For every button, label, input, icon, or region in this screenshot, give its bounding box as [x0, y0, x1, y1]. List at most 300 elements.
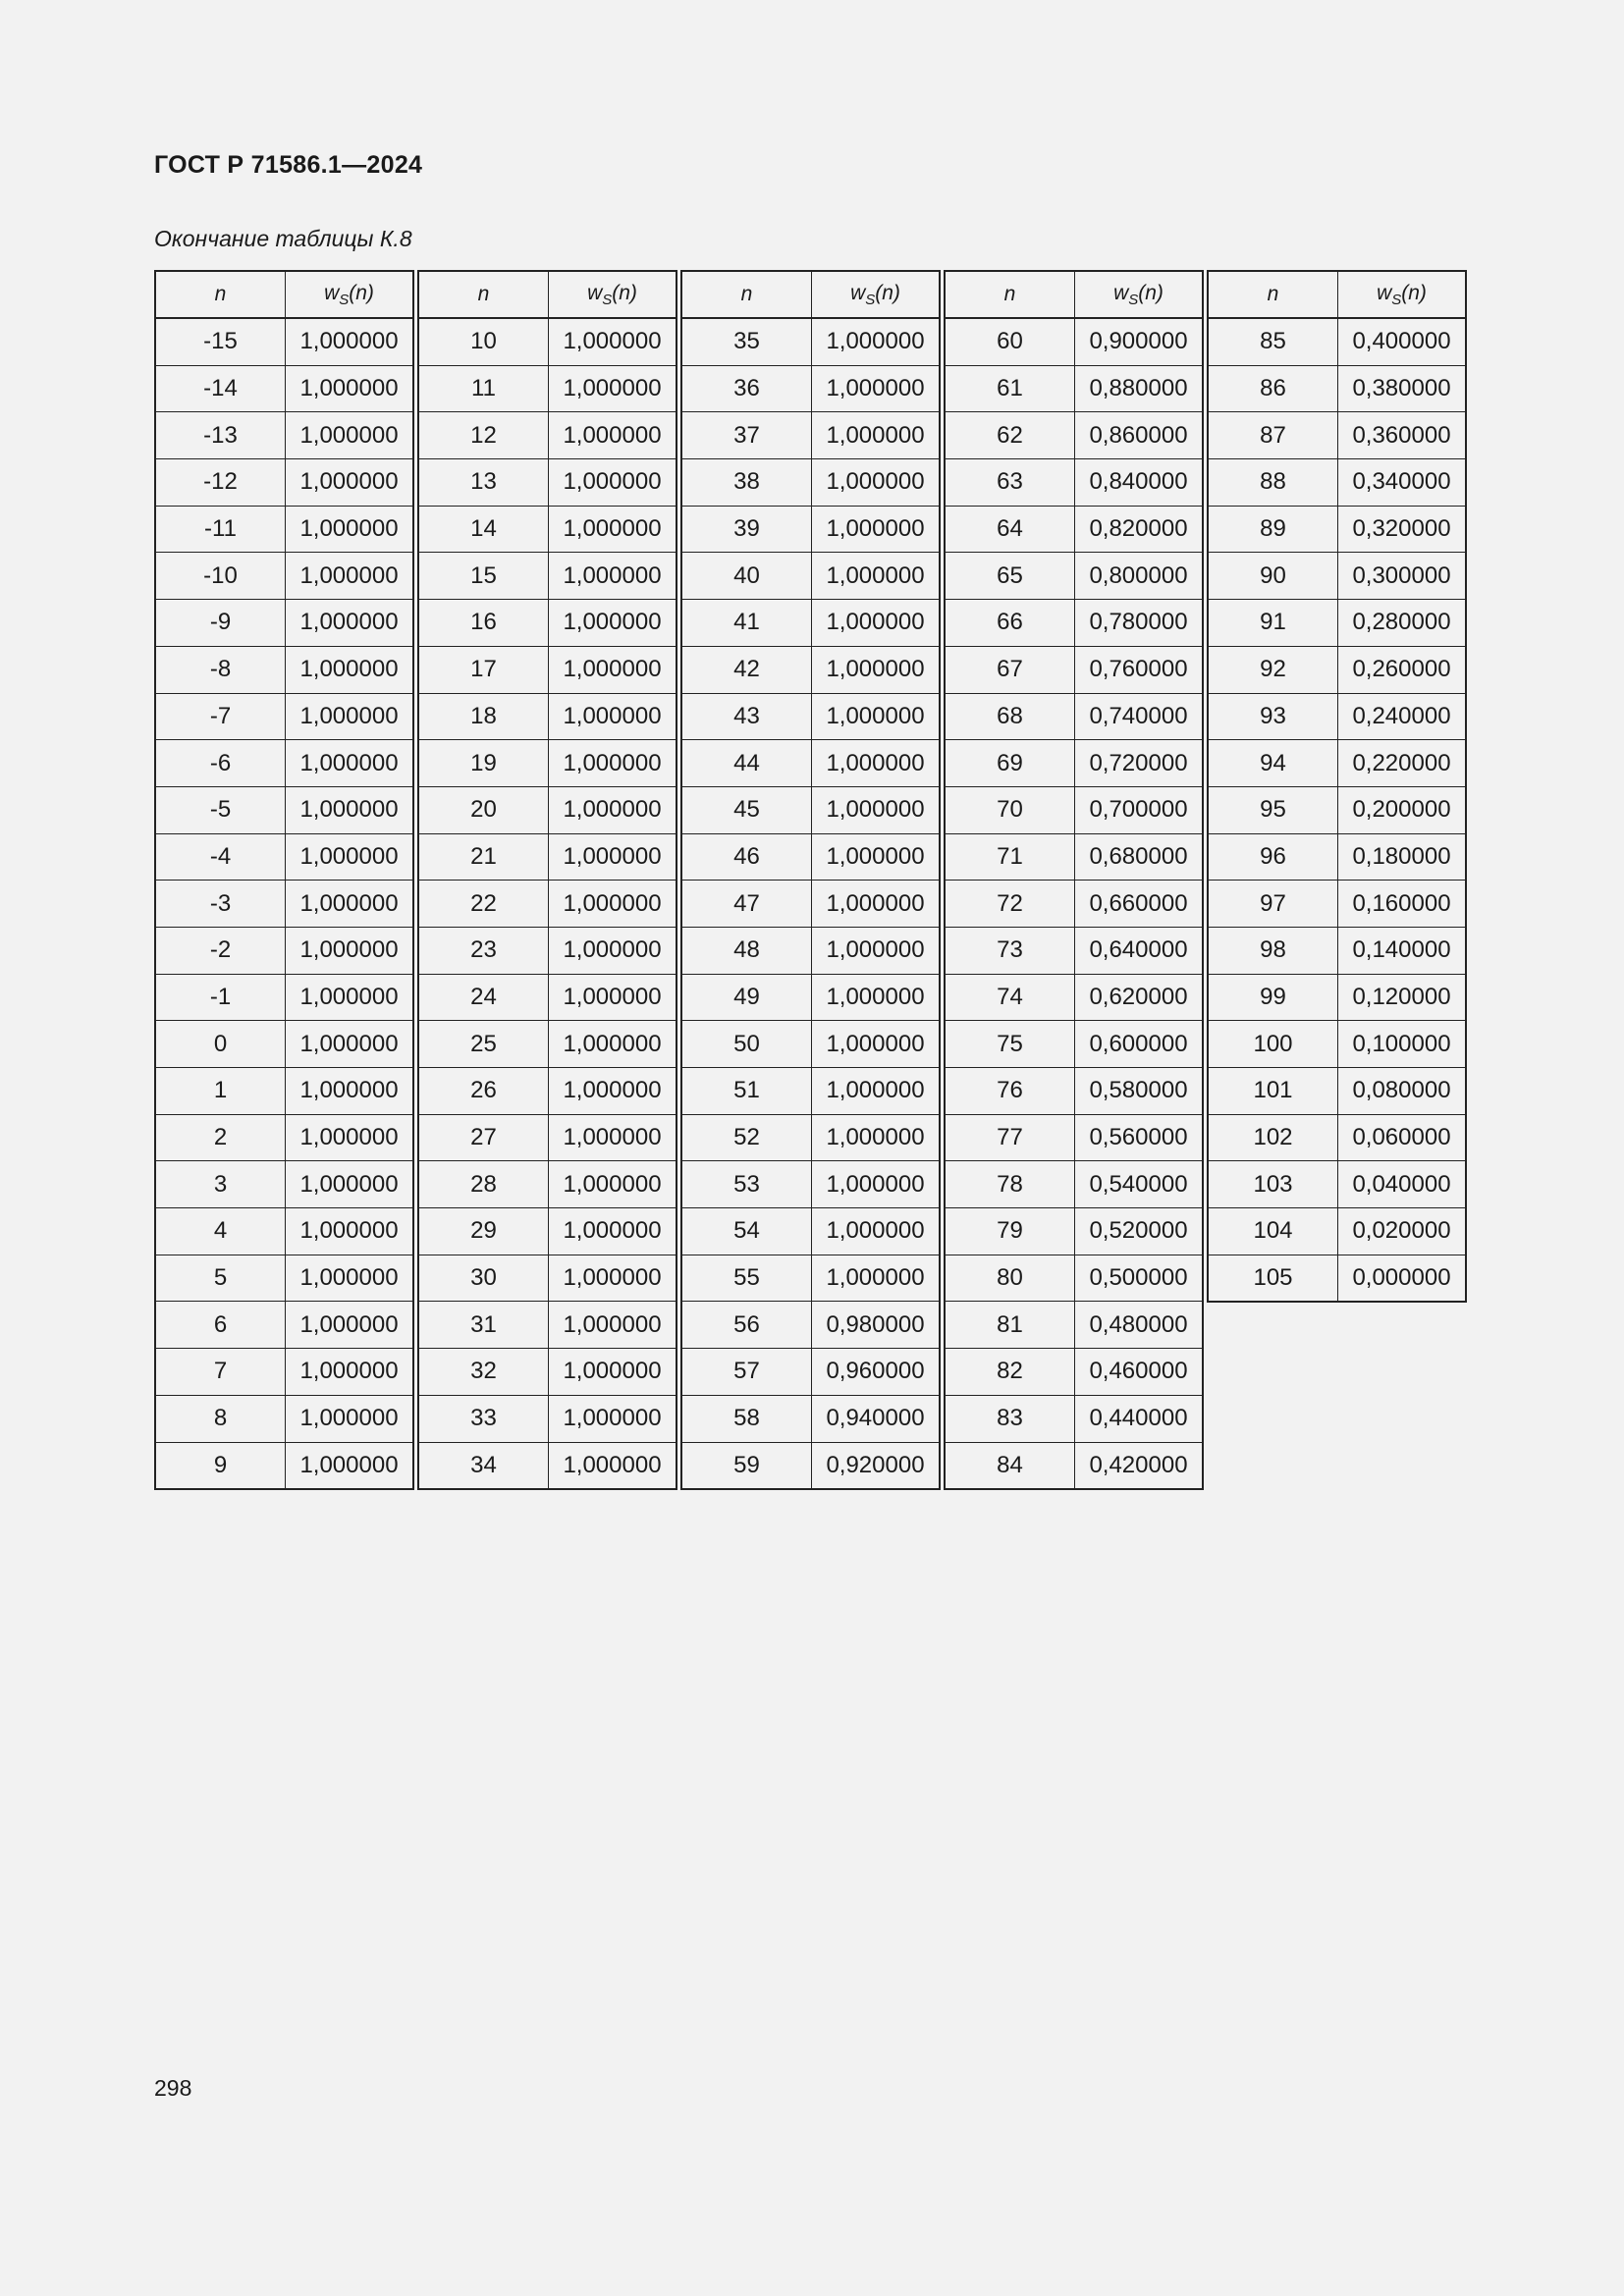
- cell-ws: 1,000000: [549, 318, 677, 365]
- cell-n: 44: [682, 740, 812, 787]
- cell-ws: 1,000000: [549, 646, 677, 693]
- cell-ws: 0,920000: [812, 1442, 940, 1488]
- cell-ws: 1,000000: [549, 412, 677, 459]
- cell-ws: 0,860000: [1075, 412, 1203, 459]
- page-number: 298: [154, 2075, 192, 2101]
- table-column-group: [680, 270, 941, 1490]
- table-row: [156, 927, 412, 974]
- cell-ws: 0,940000: [812, 1395, 940, 1442]
- cell-ws: 1,000000: [549, 1302, 677, 1349]
- document-title: ГОСТ Р 71586.1—2024: [154, 151, 423, 179]
- cell-n: 10: [419, 318, 549, 365]
- table-row: [419, 1114, 676, 1161]
- table-row: [1209, 506, 1465, 553]
- cell-ws: 0,160000: [1338, 881, 1466, 928]
- table-row: [946, 1442, 1202, 1488]
- cell-n: 19: [419, 740, 549, 787]
- table-row: [1209, 1255, 1465, 1301]
- cell-ws: 1,000000: [812, 1208, 940, 1255]
- table-row: [682, 1395, 939, 1442]
- cell-ws: 0,380000: [1338, 365, 1466, 412]
- cell-ws: 1,000000: [549, 1395, 677, 1442]
- cell-n: 76: [946, 1068, 1075, 1115]
- column-header-ws-argument: (n): [612, 281, 637, 304]
- table-row: [946, 927, 1202, 974]
- table-row: [156, 318, 412, 365]
- cell-ws: 0,080000: [1338, 1068, 1466, 1115]
- cell-ws: 1,000000: [549, 365, 677, 412]
- cell-n: 38: [682, 459, 812, 507]
- cell-ws: 1,000000: [549, 693, 677, 740]
- cell-ws: 1,000000: [286, 1068, 413, 1115]
- table-row: [156, 646, 412, 693]
- cell-ws: 1,000000: [286, 600, 413, 647]
- cell-ws: 1,000000: [549, 553, 677, 600]
- column-header-ws-subscript: S: [1128, 291, 1139, 308]
- column-header-ws-symbol: w: [587, 281, 603, 304]
- cell-ws: 1,000000: [549, 881, 677, 928]
- table-column-group: [417, 270, 677, 1490]
- cell-n: 33: [419, 1395, 549, 1442]
- table-header-row: [419, 272, 676, 318]
- table-row: [1209, 740, 1465, 787]
- cell-n: -10: [156, 553, 286, 600]
- cell-n: 80: [946, 1255, 1075, 1302]
- table-row: [682, 693, 939, 740]
- cell-ws: 0,120000: [1338, 974, 1466, 1021]
- table-row: [156, 1349, 412, 1396]
- table-row: [946, 459, 1202, 507]
- cell-n: 54: [682, 1208, 812, 1255]
- column-header-ws-argument: (n): [875, 281, 900, 304]
- table-row: [1209, 646, 1465, 693]
- cell-n: 56: [682, 1302, 812, 1349]
- table-row: [1209, 1068, 1465, 1115]
- cell-ws: 0,220000: [1338, 740, 1466, 787]
- cell-n: -4: [156, 833, 286, 881]
- table-row: [946, 693, 1202, 740]
- table-header-row: [1209, 272, 1465, 318]
- cell-ws: 0,880000: [1075, 365, 1203, 412]
- cell-n: 23: [419, 927, 549, 974]
- cell-n: 105: [1209, 1255, 1338, 1301]
- column-header-ws-argument: (n): [1401, 281, 1427, 304]
- cell-ws: 0,640000: [1075, 927, 1203, 974]
- cell-n: 47: [682, 881, 812, 928]
- table-row: [1209, 881, 1465, 928]
- cell-n: 99: [1209, 974, 1338, 1021]
- table-row: [156, 740, 412, 787]
- cell-n: 89: [1209, 506, 1338, 553]
- table-row: [419, 740, 676, 787]
- cell-n: 78: [946, 1161, 1075, 1208]
- cell-n: 87: [1209, 412, 1338, 459]
- cell-ws: 1,000000: [549, 506, 677, 553]
- column-header-ws: [286, 272, 413, 318]
- cell-n: 91: [1209, 600, 1338, 647]
- cell-n: 13: [419, 459, 549, 507]
- table-row: [1209, 600, 1465, 647]
- cell-ws: 1,000000: [286, 740, 413, 787]
- cell-n: 74: [946, 974, 1075, 1021]
- table-row: [946, 786, 1202, 833]
- table-row: [419, 833, 676, 881]
- cell-n: 31: [419, 1302, 549, 1349]
- cell-n: 37: [682, 412, 812, 459]
- cell-ws: 1,000000: [549, 1255, 677, 1302]
- cell-n: 82: [946, 1349, 1075, 1396]
- cell-ws: 1,000000: [286, 1395, 413, 1442]
- cell-n: 1: [156, 1068, 286, 1115]
- cell-ws: 1,000000: [286, 786, 413, 833]
- cell-ws: 0,480000: [1075, 1302, 1203, 1349]
- cell-ws: 1,000000: [286, 1208, 413, 1255]
- cell-ws: 1,000000: [286, 1021, 413, 1068]
- table-row: [419, 786, 676, 833]
- cell-n: 48: [682, 927, 812, 974]
- cell-n: 39: [682, 506, 812, 553]
- cell-n: 42: [682, 646, 812, 693]
- table-row: [946, 1208, 1202, 1255]
- table-row: [1209, 974, 1465, 1021]
- column-header-ws-symbol: w: [324, 281, 340, 304]
- table-row: [682, 1442, 939, 1488]
- column-header-ws-argument: (n): [1138, 281, 1164, 304]
- cell-ws: 0,240000: [1338, 693, 1466, 740]
- cell-n: 55: [682, 1255, 812, 1302]
- cell-ws: 1,000000: [812, 881, 940, 928]
- table-row: [419, 974, 676, 1021]
- cell-n: 36: [682, 365, 812, 412]
- table-row: [682, 459, 939, 507]
- cell-n: 28: [419, 1161, 549, 1208]
- cell-ws: 0,340000: [1338, 459, 1466, 507]
- table-row: [682, 506, 939, 553]
- table-row: [156, 553, 412, 600]
- table-row: [419, 553, 676, 600]
- cell-ws: 0,200000: [1338, 786, 1466, 833]
- column-header-ws: [812, 272, 940, 318]
- cell-ws: 0,260000: [1338, 646, 1466, 693]
- table-caption: Окончание таблицы К.8: [154, 226, 412, 251]
- table-header-row: [156, 272, 412, 318]
- cell-ws: 1,000000: [812, 1255, 940, 1302]
- column-header-n: n: [682, 272, 812, 318]
- cell-ws: 1,000000: [549, 740, 677, 787]
- table-row: [1209, 786, 1465, 833]
- table-row: [419, 506, 676, 553]
- cell-ws: 1,000000: [812, 927, 940, 974]
- cell-n: 32: [419, 1349, 549, 1396]
- cell-n: 94: [1209, 740, 1338, 787]
- table-row: [946, 1068, 1202, 1115]
- table-row: [946, 646, 1202, 693]
- cell-ws: 0,600000: [1075, 1021, 1203, 1068]
- cell-ws: 0,280000: [1338, 600, 1466, 647]
- cell-n: 88: [1209, 459, 1338, 507]
- cell-n: 72: [946, 881, 1075, 928]
- cell-ws: 0,900000: [1075, 318, 1203, 365]
- cell-ws: 1,000000: [286, 1255, 413, 1302]
- cell-n: -11: [156, 506, 286, 553]
- cell-n: -2: [156, 927, 286, 974]
- table-row: [419, 365, 676, 412]
- table-row: [419, 1255, 676, 1302]
- cell-n: 35: [682, 318, 812, 365]
- table-row: [946, 1349, 1202, 1396]
- cell-n: 49: [682, 974, 812, 1021]
- table-row: [946, 1114, 1202, 1161]
- data-table: [154, 270, 1467, 1490]
- cell-ws: 0,420000: [1075, 1442, 1203, 1488]
- table-row: [419, 1349, 676, 1396]
- table-row: [419, 1442, 676, 1488]
- cell-n: -9: [156, 600, 286, 647]
- table-row: [419, 318, 676, 365]
- cell-n: 6: [156, 1302, 286, 1349]
- table-row: [419, 927, 676, 974]
- cell-n: 93: [1209, 693, 1338, 740]
- cell-n: 9: [156, 1442, 286, 1488]
- cell-n: 53: [682, 1161, 812, 1208]
- table-row: [156, 693, 412, 740]
- cell-ws: 1,000000: [286, 927, 413, 974]
- table-row: [419, 1208, 676, 1255]
- cell-ws: 1,000000: [549, 1161, 677, 1208]
- table-row: [419, 881, 676, 928]
- cell-ws: 0,540000: [1075, 1161, 1203, 1208]
- table-row: [156, 1161, 412, 1208]
- table-row: [946, 553, 1202, 600]
- cell-ws: 0,800000: [1075, 553, 1203, 600]
- table-row: [946, 318, 1202, 365]
- table-column-group: [944, 270, 1204, 1490]
- cell-n: 18: [419, 693, 549, 740]
- cell-n: 12: [419, 412, 549, 459]
- cell-n: -13: [156, 412, 286, 459]
- table-row: [682, 786, 939, 833]
- cell-ws: 1,000000: [286, 1302, 413, 1349]
- cell-ws: 1,000000: [549, 1068, 677, 1115]
- cell-ws: 1,000000: [812, 740, 940, 787]
- cell-n: 58: [682, 1395, 812, 1442]
- cell-ws: 0,980000: [812, 1302, 940, 1349]
- cell-n: 26: [419, 1068, 549, 1115]
- table-row: [946, 1021, 1202, 1068]
- table-row: [682, 600, 939, 647]
- cell-ws: 0,960000: [812, 1349, 940, 1396]
- table-row: [419, 600, 676, 647]
- table-row: [419, 1021, 676, 1068]
- cell-n: 96: [1209, 833, 1338, 881]
- column-header-ws-symbol: w: [1113, 281, 1129, 304]
- table-row: [156, 1021, 412, 1068]
- cell-ws: 1,000000: [812, 786, 940, 833]
- table-row: [1209, 412, 1465, 459]
- cell-n: 101: [1209, 1068, 1338, 1115]
- cell-n: 85: [1209, 318, 1338, 365]
- cell-ws: 1,000000: [549, 1208, 677, 1255]
- column-header-ws-subscript: S: [602, 291, 613, 308]
- cell-ws: 0,020000: [1338, 1208, 1466, 1255]
- table-row: [156, 1255, 412, 1302]
- table-row: [682, 1161, 939, 1208]
- table-row: [419, 459, 676, 507]
- cell-n: 57: [682, 1349, 812, 1396]
- table-row: [946, 833, 1202, 881]
- cell-ws: 1,000000: [812, 1161, 940, 1208]
- table-row: [946, 600, 1202, 647]
- cell-ws: 1,000000: [286, 365, 413, 412]
- table-header-row: [946, 272, 1202, 318]
- column-header-ws-subscript: S: [339, 291, 350, 308]
- table-row: [156, 600, 412, 647]
- cell-n: 100: [1209, 1021, 1338, 1068]
- table-row: [1209, 365, 1465, 412]
- cell-n: 0: [156, 1021, 286, 1068]
- cell-n: 77: [946, 1114, 1075, 1161]
- column-header-ws: [1075, 272, 1203, 318]
- cell-n: 5: [156, 1255, 286, 1302]
- table-row: [419, 1068, 676, 1115]
- table-row: [946, 365, 1202, 412]
- cell-n: 16: [419, 600, 549, 647]
- cell-ws: 1,000000: [286, 553, 413, 600]
- cell-ws: 1,000000: [286, 412, 413, 459]
- cell-n: 79: [946, 1208, 1075, 1255]
- cell-ws: 1,000000: [549, 1349, 677, 1396]
- cell-n: 45: [682, 786, 812, 833]
- cell-n: 17: [419, 646, 549, 693]
- cell-ws: 1,000000: [549, 833, 677, 881]
- table-row: [946, 881, 1202, 928]
- cell-ws: 1,000000: [549, 1021, 677, 1068]
- cell-ws: 0,000000: [1338, 1255, 1466, 1301]
- table-row: [156, 1395, 412, 1442]
- cell-n: 102: [1209, 1114, 1338, 1161]
- cell-ws: 0,660000: [1075, 881, 1203, 928]
- cell-n: 15: [419, 553, 549, 600]
- table-row: [682, 974, 939, 1021]
- table-row: [1209, 1161, 1465, 1208]
- cell-n: 86: [1209, 365, 1338, 412]
- table-row: [946, 506, 1202, 553]
- table-row: [419, 646, 676, 693]
- column-header-n: n: [1209, 272, 1338, 318]
- cell-ws: 0,360000: [1338, 412, 1466, 459]
- cell-n: 60: [946, 318, 1075, 365]
- table-row: [156, 881, 412, 928]
- table-row: [682, 553, 939, 600]
- cell-n: 69: [946, 740, 1075, 787]
- table-row: [156, 974, 412, 1021]
- cell-ws: 1,000000: [812, 646, 940, 693]
- column-header-ws-symbol: w: [1377, 281, 1392, 304]
- cell-n: -7: [156, 693, 286, 740]
- table-row: [682, 646, 939, 693]
- column-header-ws-subscript: S: [865, 291, 876, 308]
- cell-n: 51: [682, 1068, 812, 1115]
- table-row: [419, 1161, 676, 1208]
- cell-ws: 0,140000: [1338, 927, 1466, 974]
- cell-n: -14: [156, 365, 286, 412]
- cell-ws: 1,000000: [549, 974, 677, 1021]
- cell-n: 30: [419, 1255, 549, 1302]
- cell-ws: 1,000000: [549, 1114, 677, 1161]
- table-row: [946, 1255, 1202, 1302]
- cell-n: 62: [946, 412, 1075, 459]
- table-row: [682, 1349, 939, 1396]
- cell-n: -5: [156, 786, 286, 833]
- cell-ws: 1,000000: [286, 693, 413, 740]
- cell-ws: 1,000000: [549, 1442, 677, 1488]
- table-row: [682, 1021, 939, 1068]
- cell-n: 66: [946, 600, 1075, 647]
- cell-n: 43: [682, 693, 812, 740]
- cell-n: 95: [1209, 786, 1338, 833]
- cell-ws: 0,300000: [1338, 553, 1466, 600]
- cell-n: 70: [946, 786, 1075, 833]
- cell-n: 3: [156, 1161, 286, 1208]
- table-row: [682, 365, 939, 412]
- cell-ws: 1,000000: [812, 459, 940, 507]
- cell-ws: 0,620000: [1075, 974, 1203, 1021]
- cell-n: -3: [156, 881, 286, 928]
- cell-n: 8: [156, 1395, 286, 1442]
- cell-n: 98: [1209, 927, 1338, 974]
- table-row: [682, 1114, 939, 1161]
- table-row: [156, 412, 412, 459]
- cell-ws: 0,740000: [1075, 693, 1203, 740]
- cell-ws: 0,760000: [1075, 646, 1203, 693]
- table-row: [156, 1068, 412, 1115]
- cell-ws: 0,720000: [1075, 740, 1203, 787]
- cell-ws: 1,000000: [286, 1349, 413, 1396]
- cell-ws: 1,000000: [812, 506, 940, 553]
- table-row: [156, 1114, 412, 1161]
- cell-ws: 1,000000: [812, 1021, 940, 1068]
- cell-ws: 1,000000: [286, 318, 413, 365]
- cell-ws: 0,460000: [1075, 1349, 1203, 1396]
- table-row: [419, 1395, 676, 1442]
- cell-n: 50: [682, 1021, 812, 1068]
- cell-ws: 1,000000: [286, 974, 413, 1021]
- cell-n: 64: [946, 506, 1075, 553]
- cell-ws: 1,000000: [812, 693, 940, 740]
- cell-n: 20: [419, 786, 549, 833]
- cell-ws: 0,040000: [1338, 1161, 1466, 1208]
- table-row: [419, 693, 676, 740]
- table-row: [946, 1302, 1202, 1349]
- column-header-ws-subscript: S: [1391, 291, 1402, 308]
- cell-n: 92: [1209, 646, 1338, 693]
- table-row: [682, 1302, 939, 1349]
- cell-n: -6: [156, 740, 286, 787]
- cell-n: -1: [156, 974, 286, 1021]
- column-header-ws-symbol: w: [850, 281, 866, 304]
- cell-ws: 1,000000: [549, 459, 677, 507]
- cell-n: 46: [682, 833, 812, 881]
- cell-n: 24: [419, 974, 549, 1021]
- cell-ws: 0,440000: [1075, 1395, 1203, 1442]
- column-header-ws-argument: (n): [349, 281, 374, 304]
- cell-ws: 1,000000: [286, 833, 413, 881]
- table-row: [682, 927, 939, 974]
- cell-n: 29: [419, 1208, 549, 1255]
- cell-ws: 0,520000: [1075, 1208, 1203, 1255]
- cell-ws: 1,000000: [812, 974, 940, 1021]
- cell-ws: 1,000000: [812, 600, 940, 647]
